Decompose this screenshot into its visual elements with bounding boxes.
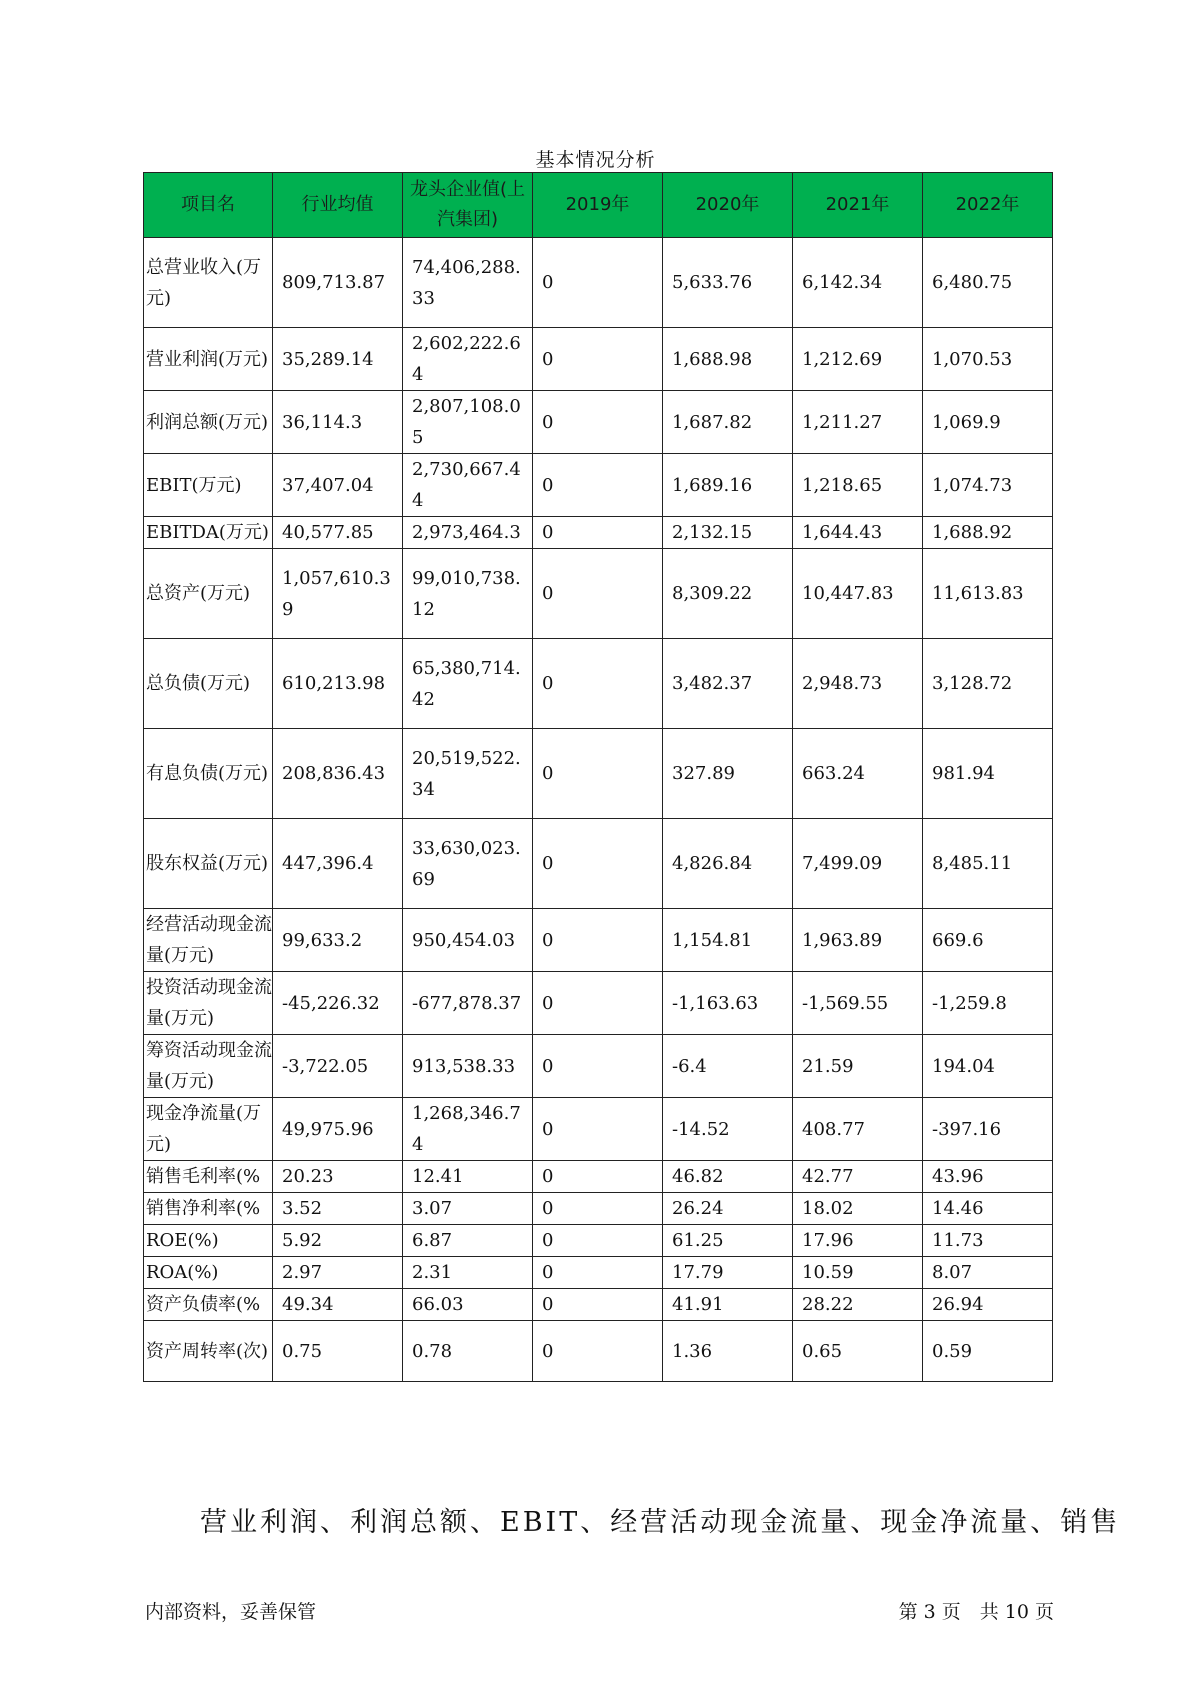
- table-cell: 49.34: [273, 1289, 403, 1321]
- table-cell: 3,482.37: [663, 639, 793, 729]
- table-cell: 0: [533, 972, 663, 1035]
- table-cell: 1,057,610.39: [273, 549, 403, 639]
- row-label-cell: EBIT(万元): [144, 454, 273, 517]
- table-row: [144, 1257, 1053, 1289]
- table-cell: 0: [533, 549, 663, 639]
- table-cell: 1,644.43: [793, 517, 923, 549]
- table-cell: 17.79: [663, 1257, 793, 1289]
- table-cell: 6.87: [403, 1225, 533, 1257]
- row-label-cell: 总负债(万元): [144, 639, 273, 729]
- header-industry-avg: 行业均值: [273, 173, 403, 238]
- header-2022: 2022年: [923, 173, 1053, 238]
- financial-analysis-table: [143, 172, 1053, 1382]
- row-label-cell: 资产负债率(%: [144, 1289, 273, 1321]
- table-cell: 610,213.98: [273, 639, 403, 729]
- row-label-cell: 利润总额(万元): [144, 391, 273, 454]
- table-cell: 981.94: [923, 729, 1053, 819]
- table-cell: 5,633.76: [663, 238, 793, 328]
- table-row: [144, 972, 1053, 1035]
- table-cell: 1,211.27: [793, 391, 923, 454]
- table-cell: -1,259.8: [923, 972, 1053, 1035]
- table-cell: 208,836.43: [273, 729, 403, 819]
- table-cell: 35,289.14: [273, 328, 403, 391]
- table-cell: 2.97: [273, 1257, 403, 1289]
- table-cell: 0: [533, 729, 663, 819]
- table-cell: 0: [533, 391, 663, 454]
- table-row: [144, 729, 1053, 819]
- table-cell: 43.96: [923, 1161, 1053, 1193]
- table-cell: 1,268,346.74: [403, 1098, 533, 1161]
- table-cell: 3.07: [403, 1193, 533, 1225]
- table-cell: 0.65: [793, 1321, 923, 1382]
- table-cell: 0: [533, 328, 663, 391]
- table-cell: 99,010,738.12: [403, 549, 533, 639]
- table-cell: 1,070.53: [923, 328, 1053, 391]
- row-label-cell: 营业利润(万元): [144, 328, 273, 391]
- table-cell: -6.4: [663, 1035, 793, 1098]
- table-cell: 0: [533, 1289, 663, 1321]
- table-cell: -3,722.05: [273, 1035, 403, 1098]
- table-cell: 913,538.33: [403, 1035, 533, 1098]
- table-cell: 327.89: [663, 729, 793, 819]
- table-cell: 663.24: [793, 729, 923, 819]
- table-cell: 0: [533, 1193, 663, 1225]
- footer-confidential-note: 内部资料，妥善保管: [145, 1601, 317, 1623]
- table-cell: -1,569.55: [793, 972, 923, 1035]
- table-cell: 36,114.3: [273, 391, 403, 454]
- table-cell: 950,454.03: [403, 909, 533, 972]
- table-cell: 17.96: [793, 1225, 923, 1257]
- table-cell: 0: [533, 819, 663, 909]
- table-cell: 2.31: [403, 1257, 533, 1289]
- table-cell: 0: [533, 639, 663, 729]
- row-label-cell: ROE(%): [144, 1225, 273, 1257]
- table-cell: 42.77: [793, 1161, 923, 1193]
- row-label-cell: 总资产(万元): [144, 549, 273, 639]
- table-cell: 20.23: [273, 1161, 403, 1193]
- table-cell: 12.41: [403, 1161, 533, 1193]
- table-cell: -397.16: [923, 1098, 1053, 1161]
- table-cell: 74,406,288.33: [403, 238, 533, 328]
- table-cell: 0: [533, 454, 663, 517]
- table-cell: 41.91: [663, 1289, 793, 1321]
- table-cell: 26.94: [923, 1289, 1053, 1321]
- table-cell: 0: [533, 1098, 663, 1161]
- table-cell: 66.03: [403, 1289, 533, 1321]
- table-cell: 1,069.9: [923, 391, 1053, 454]
- table-row: [144, 1289, 1053, 1321]
- table-row: [144, 517, 1053, 549]
- table-cell: 99,633.2: [273, 909, 403, 972]
- table-row: [144, 328, 1053, 391]
- table-cell: 14.46: [923, 1193, 1053, 1225]
- table-row: [144, 1098, 1053, 1161]
- table-cell: 447,396.4: [273, 819, 403, 909]
- table-cell: -1,163.63: [663, 972, 793, 1035]
- table-cell: 809,713.87: [273, 238, 403, 328]
- row-label-cell: 资产周转率(次): [144, 1321, 273, 1382]
- table-cell: 7,499.09: [793, 819, 923, 909]
- footer-page-number: 第 3 页 共 10 页: [898, 1601, 1054, 1623]
- table-cell: 2,948.73: [793, 639, 923, 729]
- row-label-cell: 现金净流量(万元): [144, 1098, 273, 1161]
- table-row: [144, 549, 1053, 639]
- table-row: [144, 1193, 1053, 1225]
- table-cell: 1,687.82: [663, 391, 793, 454]
- header-item-name: 项目名: [144, 173, 273, 238]
- table-cell: 61.25: [663, 1225, 793, 1257]
- row-label-cell: 有息负债(万元): [144, 729, 273, 819]
- table-cell: 0: [533, 909, 663, 972]
- row-label-cell: 投资活动现金流量(万元): [144, 972, 273, 1035]
- table-cell: 0: [533, 1321, 663, 1382]
- table-cell: 8,309.22: [663, 549, 793, 639]
- table-cell: -45,226.32: [273, 972, 403, 1035]
- table-row: [144, 639, 1053, 729]
- table-cell: 1,218.65: [793, 454, 923, 517]
- table-cell: 11.73: [923, 1225, 1053, 1257]
- table-cell: 49,975.96: [273, 1098, 403, 1161]
- table-cell: 1,688.98: [663, 328, 793, 391]
- table-row: [144, 819, 1053, 909]
- table-cell: 10.59: [793, 1257, 923, 1289]
- table-cell: 40,577.85: [273, 517, 403, 549]
- table-header-row: [144, 173, 1053, 238]
- table-row: [144, 454, 1053, 517]
- table-cell: 0.78: [403, 1321, 533, 1382]
- table-cell: 2,132.15: [663, 517, 793, 549]
- table-cell: 3,128.72: [923, 639, 1053, 729]
- table-cell: 37,407.04: [273, 454, 403, 517]
- table-cell: 1,212.69: [793, 328, 923, 391]
- table-cell: -14.52: [663, 1098, 793, 1161]
- body-paragraph: 营业利润、利润总额、EBIT、经营活动现金流量、现金净流量、销售: [200, 1507, 1121, 1538]
- table-cell: 21.59: [793, 1035, 923, 1098]
- table-cell: 0.59: [923, 1321, 1053, 1382]
- table-cell: 2,973,464.3: [403, 517, 533, 549]
- row-label-cell: ROA(%): [144, 1257, 273, 1289]
- table-cell: 8,485.11: [923, 819, 1053, 909]
- table-cell: 18.02: [793, 1193, 923, 1225]
- table-cell: 65,380,714.42: [403, 639, 533, 729]
- header-2019: 2019年: [533, 173, 663, 238]
- table-cell: 0: [533, 1161, 663, 1193]
- table-cell: 1,074.73: [923, 454, 1053, 517]
- table-row: [144, 909, 1053, 972]
- row-label-cell: 销售毛利率(%: [144, 1161, 273, 1193]
- table-cell: 8.07: [923, 1257, 1053, 1289]
- table-row: [144, 238, 1053, 328]
- table-cell: 1,689.16: [663, 454, 793, 517]
- table-cell: 2,807,108.05: [403, 391, 533, 454]
- table-caption: 基本情况分析: [535, 149, 656, 171]
- table-cell: 20,519,522.34: [403, 729, 533, 819]
- table-cell: 0: [533, 1257, 663, 1289]
- table-cell: 408.77: [793, 1098, 923, 1161]
- header-2021: 2021年: [793, 173, 923, 238]
- table-cell: 46.82: [663, 1161, 793, 1193]
- header-2020: 2020年: [663, 173, 793, 238]
- table-cell: 0: [533, 1035, 663, 1098]
- table-cell: 6,480.75: [923, 238, 1053, 328]
- table-cell: 1,963.89: [793, 909, 923, 972]
- table-row: [144, 1321, 1053, 1382]
- table-cell: 1.36: [663, 1321, 793, 1382]
- table-row: [144, 391, 1053, 454]
- table-cell: 4,826.84: [663, 819, 793, 909]
- row-label-cell: 经营活动现金流量(万元): [144, 909, 273, 972]
- table-cell: 2,602,222.64: [403, 328, 533, 391]
- table-row: [144, 1035, 1053, 1098]
- table-cell: 26.24: [663, 1193, 793, 1225]
- row-label-cell: 总营业收入(万元): [144, 238, 273, 328]
- table-cell: 194.04: [923, 1035, 1053, 1098]
- table-row: [144, 1225, 1053, 1257]
- table-cell: -677,878.37: [403, 972, 533, 1035]
- row-label-cell: 股东权益(万元): [144, 819, 273, 909]
- table-cell: 1,154.81: [663, 909, 793, 972]
- table-cell: 6,142.34: [793, 238, 923, 328]
- table-cell: 3.52: [273, 1193, 403, 1225]
- table-cell: 0: [533, 1225, 663, 1257]
- table-body: [144, 238, 1053, 1382]
- row-label-cell: 销售净利率(%: [144, 1193, 273, 1225]
- table-cell: 33,630,023.69: [403, 819, 533, 909]
- row-label-cell: 筹资活动现金流量(万元): [144, 1035, 273, 1098]
- table-cell: 28.22: [793, 1289, 923, 1321]
- table-cell: 0.75: [273, 1321, 403, 1382]
- table-cell: 2,730,667.44: [403, 454, 533, 517]
- table-cell: 669.6: [923, 909, 1053, 972]
- table-cell: 10,447.83: [793, 549, 923, 639]
- table-cell: 11,613.83: [923, 549, 1053, 639]
- header-leader-value: 龙头企业值(上汽集团): [403, 173, 533, 238]
- table-row: [144, 1161, 1053, 1193]
- row-label-cell: EBITDA(万元): [144, 517, 273, 549]
- table-cell: 0: [533, 517, 663, 549]
- table-cell: 0: [533, 238, 663, 328]
- table-cell: 5.92: [273, 1225, 403, 1257]
- table-cell: 1,688.92: [923, 517, 1053, 549]
